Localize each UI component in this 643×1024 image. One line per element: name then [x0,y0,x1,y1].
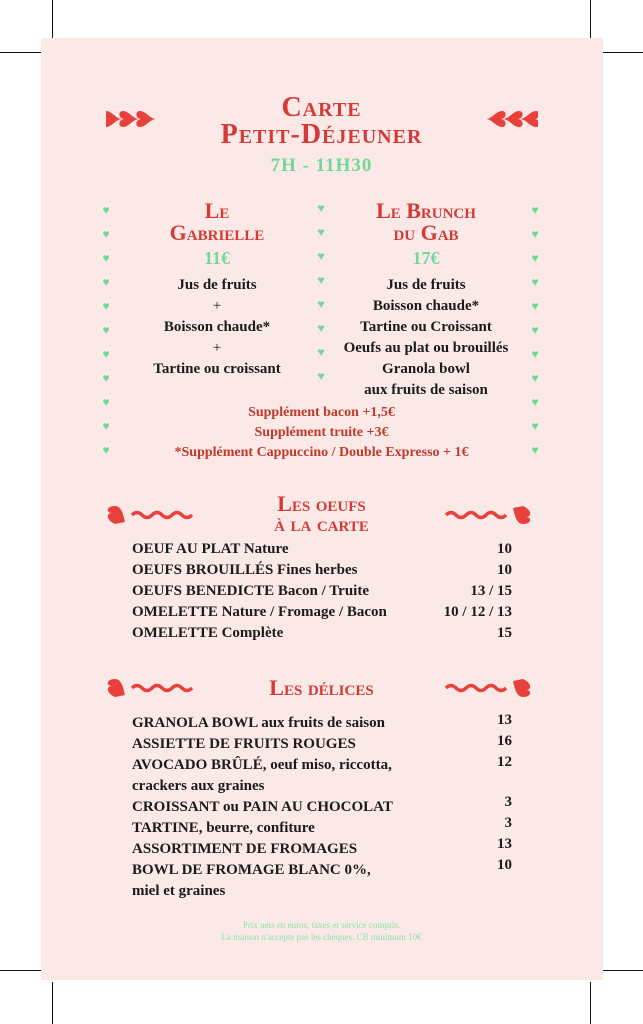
item-label: AVOCADO BRÛLÉ, oeuf miso, riccotta, [132,757,392,773]
formula-line: Granola bowl [382,361,470,377]
crop-mark [0,970,42,971]
heart-icon: ♥ [102,251,110,265]
footer-note: Prix nets en euros, taxes et service compris. [242,920,401,930]
page-title: Carte [281,92,362,123]
item-label: OMELETTE Complète [132,625,284,641]
heart-icon: ♥ [531,203,539,217]
heart-icon: ♥ [102,347,110,361]
formula-price: 17€ [412,248,440,268]
section-title-oeufs-line2: à la carte [274,511,369,536]
formula-line: Boisson chaude* [163,319,271,335]
item-label: miel et graines [132,883,226,899]
heart-icon: ♥ [102,443,110,457]
heart-icon: ♥ [102,371,110,385]
item-price: 3 [504,815,512,831]
menu-item [132,625,512,646]
item-price: 3 [504,794,512,810]
item-label: TARTINE, beurre, confiture [132,820,315,836]
heart-icon: ♥ [317,321,325,335]
formula-line: Tartine ou croissant [153,361,281,377]
item-label: ASSIETTE DE FRUITS ROUGES [132,736,356,752]
heart-icon: ♥ [317,225,325,239]
formula-name-line2: du Gab [393,220,459,245]
heart-icon: ♥ [102,275,110,289]
opening-hours: 7H - 11H30 [270,155,373,176]
item-price: 15 [497,625,512,641]
formula-name: Le Brunch [376,198,476,223]
heart-icon: ♥ [102,203,110,217]
formula-name-line2: Gabrielle [169,220,265,245]
item-label: ASSORTIMENT DE FROMAGES [132,841,358,857]
heart-icon: ♥ [102,323,110,337]
menu-item [132,883,512,904]
formula-line: Jus de fruits [386,277,466,293]
item-price: 13 [497,836,512,852]
heart-icon: ♥ [531,251,539,265]
formula-price: 11€ [203,248,230,268]
menu-item [132,754,512,778]
item-label: OEUF AU PLAT Nature [132,541,289,557]
heart-icon: ♥ [531,371,539,385]
menu-item [132,836,512,862]
heart-icon: ♥ [317,297,325,311]
supplement-line: *Supplément Cappuccino / Double Expresso + 1€ [174,445,469,460]
page-title-line2: Petit-Déjeuner [220,119,423,150]
section-title-oeufs: Les oeufs [277,491,366,516]
menu-item [132,857,512,883]
crop-mark [590,0,591,42]
item-price: 13 [497,712,512,728]
crop-mark [601,970,643,971]
item-label: OMELETTE Nature / Fromage / Bacon [132,604,387,620]
item-label: BOWL DE FROMAGE BLANC 0%, [132,862,371,878]
menu-item [132,733,512,757]
heart-icon: ♥ [531,419,539,433]
heart-icon: ♥ [102,395,110,409]
heart-icon: ♥ [317,201,325,215]
formula-name: Le [204,198,230,223]
heart-icon: ♥ [317,369,325,383]
heart-icon: ♥ [531,395,539,409]
crop-mark [52,982,53,1024]
menu-item [132,815,512,841]
heart-icon: ♥ [531,347,539,361]
supplement-line: Supplément bacon +1,5€ [248,405,395,420]
menu-item [132,604,512,625]
menu-item [132,583,512,604]
heart-icon: ♥ [102,419,110,433]
heart-icon: ♥ [102,227,110,241]
formula-brunch [326,200,526,401]
item-label: GRANOLA BOWL aux fruits de saison [132,715,385,731]
formula-line: Boisson chaude* [372,298,480,314]
item-label: crackers aux graines [132,778,265,794]
item-price: 13 / 15 [470,583,512,599]
item-price: 10 / 12 / 13 [443,604,512,620]
heart-icon: ♥ [531,323,539,337]
item-price: 16 [497,733,512,749]
crop-mark [52,0,53,42]
item-price: 12 [497,754,512,770]
crop-mark [590,982,591,1024]
menu-item [132,541,512,562]
crop-mark [601,52,643,53]
heart-icon: ♥ [317,345,325,359]
heart-icon: ♥ [531,299,539,313]
menu-item [132,778,512,799]
menu-item [132,712,512,736]
heart-icon: ♥ [531,275,539,289]
item-price: 10 [497,857,512,873]
heart-icon: ♥ [317,249,325,263]
item-label: OEUFS BROUILLÉS Fines herbes [132,562,358,578]
menu-item [132,562,512,583]
section-title-delices: Les délices [269,675,374,700]
heart-icon: ♥ [531,227,539,241]
formula-line: Tartine ou Croissant [360,319,492,335]
item-label: CROISSANT ou PAIN AU CHOCOLAT [132,799,393,815]
heart-icon: ♥ [531,443,539,457]
formula-line: + [212,298,222,314]
supplement-line: Supplément truite +3€ [254,425,389,440]
heart-icon: ♥ [102,299,110,313]
formula-line: + [212,340,222,356]
item-price: 10 [497,541,512,557]
item-label: OEUFS BENEDICTE Bacon / Truite [132,583,369,599]
formula-line: Oeufs au plat ou brouillés [343,340,509,356]
formula-line: Jus de fruits [177,277,257,293]
footer-note-line2: La maison n'accepte pas les chèques. CB minimum 10€ [221,932,422,942]
formula-line: aux fruits de saison [364,382,488,398]
crop-mark [0,52,42,53]
heart-icon: ♥ [317,273,325,287]
formula-gabrielle [122,200,312,380]
item-price: 10 [497,562,512,578]
menu-item [132,794,512,820]
